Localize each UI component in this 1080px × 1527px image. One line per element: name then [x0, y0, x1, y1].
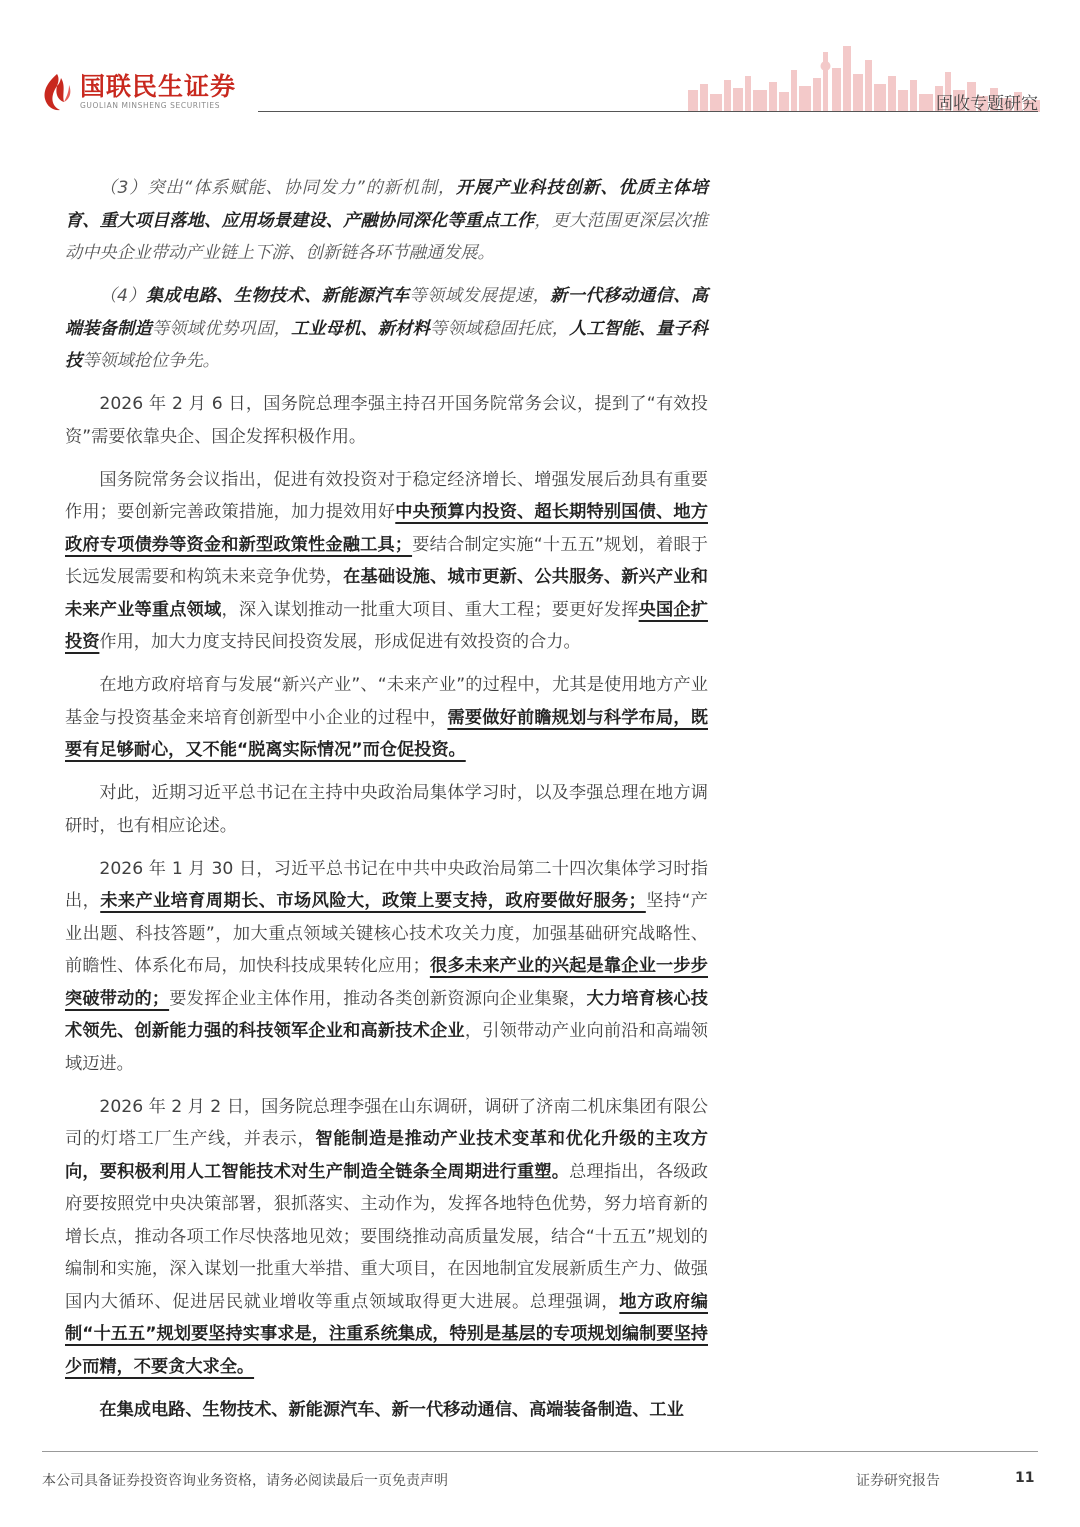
paragraph-text: ，深入谋划推动一批重大项目、重大工程；要更好发挥	[221, 599, 639, 620]
paragraph-text: 等领域抢位争先。	[82, 351, 220, 371]
emphasis-text: 集成电路、生物技术、新能源汽车	[145, 286, 410, 306]
paragraph-text: 2026 年 2 月 2 日，国务院总理李强在山东调研，调研了济南二机床集团有限公司的灯塔工厂生产线，并表示，	[65, 1096, 708, 1149]
emphasis-underlined-text: 未来产业培育周期长、市场风险大，政策上要支持，政府要做好服务；	[100, 891, 646, 911]
paragraph-text: ，引领带动产业向前沿和高端领域迈进。	[65, 1021, 708, 1074]
report-category: 固收专题研究	[936, 94, 1038, 114]
paragraph-text: 2026 年 2 月 6 日，国务院总理李强主持召开国务院常务会议，提到了“有效投资”需要依靠央企、国企发挥积极作用。	[65, 394, 708, 447]
brand-name-cn: 国联民生证券	[80, 72, 237, 101]
paragraph-text: 要结合制定实施“十五五”规划，着眼于长远发展需要和构筑未来竞争优势，	[65, 534, 708, 587]
page-number: 11	[1015, 1470, 1035, 1486]
body-paragraph	[65, 280, 708, 378]
emphasis-underlined-text: 需要做好前瞻规划与科学布局，既要有足够耐心，又不能“脱离实际情况”而仓促投资。	[65, 707, 708, 760]
emphasis-underlined-text: 地方政府编制“十五五”规划要坚持实事求是，注重系统集成，特别是基层的专项规划编制要坚持少而精，不要贪大求全。	[65, 1291, 708, 1377]
emphasis-text: 开展产业科技创新、优质主体培育、重大项目落地、应用场景建设、产融协同深化等重点工作	[65, 178, 708, 231]
brand-name-en: GUOLIAN MINSHENG SECURITIES	[80, 101, 221, 110]
body-paragraph	[65, 1091, 708, 1384]
body-paragraph	[65, 464, 708, 659]
emphasis-text: 大力培育核心技术领先、创新能力强的科技领军企业和高新技术企业	[65, 988, 708, 1041]
emphasis-underlined-text: 央国企扩投资	[65, 599, 708, 652]
paragraph-text: （3）突出“体系赋能、协同发力”的新机制，	[99, 178, 456, 198]
brand-flame-icon	[40, 72, 74, 112]
header-divider	[258, 111, 1038, 112]
body-paragraph	[65, 1394, 708, 1427]
paragraph-text: （4）	[99, 286, 146, 306]
brand-logo	[40, 72, 236, 112]
footer-report-type: 证券研究报告	[856, 1473, 940, 1489]
paragraph-text: 坚持“产业出题、科技答题”，加大重点领域关键核心技术攻关力度，加强基础研究战略性、前瞻性、体系化布局，加快科技成果转化应用；	[65, 891, 708, 976]
emphasis-text: 在集成电路、生物技术、新能源汽车、新一代移动通信、高端装备制造、工业	[99, 1399, 684, 1420]
paragraph-text: 对此，近期习近平总书记在主持中央政治局集体学习时，以及李强总理在地方调研时，也有相应论述。	[65, 783, 708, 836]
emphasis-text: 工业母机、新材料	[290, 318, 431, 339]
paragraph-text: 作用，加大力度支持民间投资发展，形成促进有效投资的合力。	[99, 632, 581, 652]
paragraph-text: 2026 年 1 月 30 日，习近平总书记在中共中央政治局第二十四次集体学习时指出，	[65, 858, 708, 911]
emphasis-underlined-text: 很多未来产业的兴起是靠企业一步步突破带动的；	[65, 956, 708, 1009]
emphasis-text: 人工智能、量子科技	[65, 318, 708, 371]
body-paragraph	[65, 853, 708, 1081]
emphasis-text: 在基础设施、城市更新、公共服务、新兴产业和未来产业等重点领域	[65, 567, 708, 620]
page-header	[0, 0, 1080, 130]
emphasis-text: 智能制造是推动产业技术变革和优化升级的主攻方向，要积极利用人工智能技术对生产制造全链条全周期进行重塑。	[65, 1129, 708, 1182]
paragraph-text: ，更大范围更深层次推动中央企业带动产业链上下游、创新链各环节融通发展。	[65, 210, 708, 263]
paragraph-text: 在地方政府培育与发展“新兴产业”、“未来产业”的过程中，尤其是使用地方产业基金与投资基金来培育创新型中小企业的过程中，	[65, 675, 708, 728]
footer-disclaimer: 本公司具备证券投资咨询业务资格，请务必阅读最后一页免责声明	[42, 1473, 448, 1489]
footer-divider	[42, 1451, 1038, 1452]
body-paragraph	[65, 777, 708, 842]
paragraph-text: 总理指出，各级政府要按照党中央决策部署，狠抓落实、主动作为，发挥各地特色优势，努力培育新的增长点，推动各项工作尽快落地见效；要围绕推动高质量发展，结合“十五五”规划的编制和实施，深入谋划一批重大举措、重大项目，在因地制宜发展新质生产力、做强国内大循环、促进居民就业增收等重点领域取得更大进展。总理强调，	[65, 1161, 708, 1312]
body-paragraph	[65, 669, 708, 767]
paragraph-text: 等领域优势巩固，	[151, 318, 291, 339]
paragraph-text: 等领域发展提速，	[409, 286, 551, 306]
emphasis-text: 新一代移动通信、高端装备制造	[65, 286, 708, 339]
body-paragraph	[65, 388, 708, 453]
paragraph-text: 要发挥企业主体作用，推动各类创新资源向企业集聚，	[169, 988, 587, 1009]
paragraph-text: 国务院常务会议指出，促进有效投资对于稳定经济增长、增强发展后劲具有重要作用；要创新完善政策措施，加力提效用好	[65, 469, 708, 522]
paragraph-text: 等领域稳固托底，	[430, 318, 570, 339]
emphasis-underlined-text: 中央预算内投资、超长期特别国债、地方政府专项债券等资金和新型政策性金融工具；	[65, 502, 708, 555]
report-body	[65, 172, 708, 1437]
body-paragraph	[65, 172, 708, 270]
